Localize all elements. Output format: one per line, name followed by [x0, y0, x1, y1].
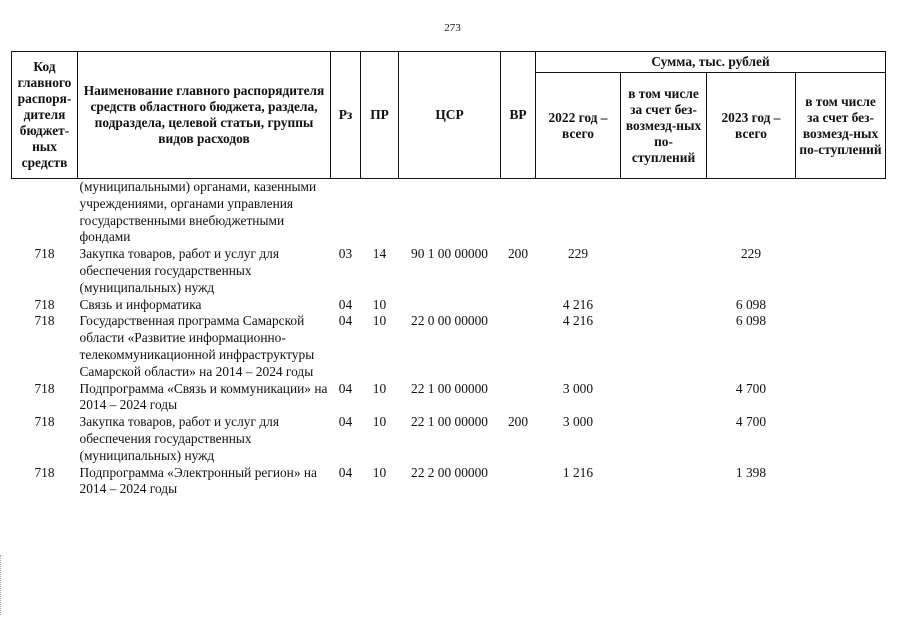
cell-pr: 10: [372, 464, 387, 480]
cell-rz: 04: [338, 414, 353, 430]
cell-csr: 22 0 00 00000: [411, 313, 488, 329]
cell-code: 718: [34, 313, 55, 329]
cell-vr: 200: [507, 246, 529, 262]
table-header: [12, 52, 886, 179]
cell-2022-total: 3 000: [562, 380, 594, 396]
cell-pr: 10: [372, 313, 387, 329]
cell-2023-total: 4 700: [735, 414, 767, 430]
cell-rz: 04: [338, 380, 353, 396]
cell-name: Закупка товаров, работ и услуг для обеспечения государственных (муниципальных) нужд: [79, 414, 279, 463]
cell-code: 718: [34, 246, 55, 262]
table-row: [12, 414, 886, 464]
cell-rz: 04: [338, 313, 353, 329]
header-2022-free: в том числе за счет без-возмезд-ных по-ступлений: [621, 73, 707, 179]
cell-name: (муниципальными) органами, казенными учреждениями, органами управления государственными внебюджетными фондами: [79, 179, 317, 245]
cell-2022-free: [621, 179, 707, 247]
cell-2022-total: 4 216: [562, 313, 594, 329]
cell-csr: [399, 179, 501, 247]
cell-2022-free: [621, 465, 707, 499]
cell-rz: 04: [338, 296, 353, 312]
page-number: 273: [444, 22, 461, 34]
table-row: [12, 381, 886, 415]
table-row: [12, 246, 886, 296]
header-2022-total: 2022 год – всего: [536, 73, 621, 179]
table-row: [12, 179, 886, 247]
cell-pr: 10: [372, 414, 387, 430]
cell-2023-free: [796, 246, 886, 296]
table-row: [12, 297, 886, 314]
cell-name: Связь и информатика: [79, 296, 202, 312]
cell-csr: 90 1 00 00000: [411, 246, 488, 262]
cell-vr: [501, 313, 536, 380]
cell-csr: 22 2 00 00000: [411, 464, 488, 480]
cell-2022-total: 4 216: [562, 296, 594, 312]
scan-artifact: [0, 555, 4, 615]
cell-2023-free: [796, 297, 886, 314]
cell-code: 718: [34, 296, 55, 312]
cell-csr: [399, 297, 501, 314]
table-row: [12, 465, 886, 499]
table-row: [12, 313, 886, 380]
cell-2023-free: [796, 381, 886, 415]
cell-vr: [501, 381, 536, 415]
cell-2023-total: 6 098: [735, 296, 767, 312]
cell-rz: 03: [338, 246, 353, 262]
header-pr: ПР: [361, 52, 399, 179]
cell-csr: 22 1 00 00000: [411, 414, 488, 430]
cell-name: Закупка товаров, работ и услуг для обеспечения государственных (муниципальных) нужд: [79, 246, 279, 295]
cell-name: Подпрограмма «Электронный регион» на 2014 – 2024 годы: [79, 464, 318, 497]
cell-2022-free: [621, 381, 707, 415]
header-sum: Сумма, тыс. рублей: [536, 52, 886, 73]
cell-pr: [361, 179, 399, 247]
cell-2022-free: [621, 297, 707, 314]
cell-2022-total: 229: [567, 246, 589, 262]
cell-2023-free: [796, 465, 886, 499]
header-2023-free: в том числе за счет без-возмезд-ных по-ступлений: [796, 73, 886, 179]
cell-2023-free: [796, 414, 886, 464]
header-2023-total: 2023 год – всего: [707, 73, 796, 179]
cell-2023-total: 1 398: [735, 464, 767, 480]
cell-2023-total: 6 098: [735, 313, 767, 329]
cell-csr: 22 1 00 00000: [411, 380, 488, 396]
header-rz: Рз: [331, 52, 361, 179]
cell-2023-free: [796, 179, 886, 247]
cell-code: 718: [34, 414, 55, 430]
cell-name: Подпрограмма «Связь и коммуникации» на 2014 – 2024 годы: [79, 380, 328, 413]
cell-rz: [331, 179, 361, 247]
cell-2022-total: 3 000: [562, 414, 594, 430]
header-csr: ЦСР: [399, 52, 501, 179]
cell-2022-free: [621, 313, 707, 380]
cell-code: 718: [34, 380, 55, 396]
cell-name: Государственная программа Самарской области «Развитие информационно-телекоммуникационной инфраструктуры Самарской области» на 2014 – 2024 годы: [79, 313, 315, 379]
cell-code: [12, 179, 78, 247]
header-vr: ВР: [501, 52, 536, 179]
cell-2023-free: [796, 313, 886, 380]
header-name: Наименование главного распорядителя средств областного бюджета, раздела, подраздела, целевой статьи, группы видов расходов: [78, 52, 331, 179]
cell-vr: 200: [507, 414, 529, 430]
header-code: Код главного распоря-дителя бюджет-ных средств: [12, 52, 78, 179]
cell-2023-total: 229: [740, 246, 762, 262]
cell-vr: [501, 465, 536, 499]
cell-pr: 10: [372, 296, 387, 312]
cell-2023-total: 4 700: [735, 380, 767, 396]
cell-pr: 14: [372, 246, 387, 262]
cell-pr: 10: [372, 380, 387, 396]
cell-2022-total: [536, 179, 621, 247]
cell-rz: 04: [338, 464, 353, 480]
cell-2023-total: [707, 179, 796, 247]
cell-2022-free: [621, 246, 707, 296]
cell-vr: [501, 297, 536, 314]
cell-2022-free: [621, 414, 707, 464]
budget-table: [11, 51, 886, 498]
cell-2022-total: 1 216: [562, 464, 594, 480]
cell-vr: [501, 179, 536, 247]
cell-code: 718: [34, 464, 55, 480]
